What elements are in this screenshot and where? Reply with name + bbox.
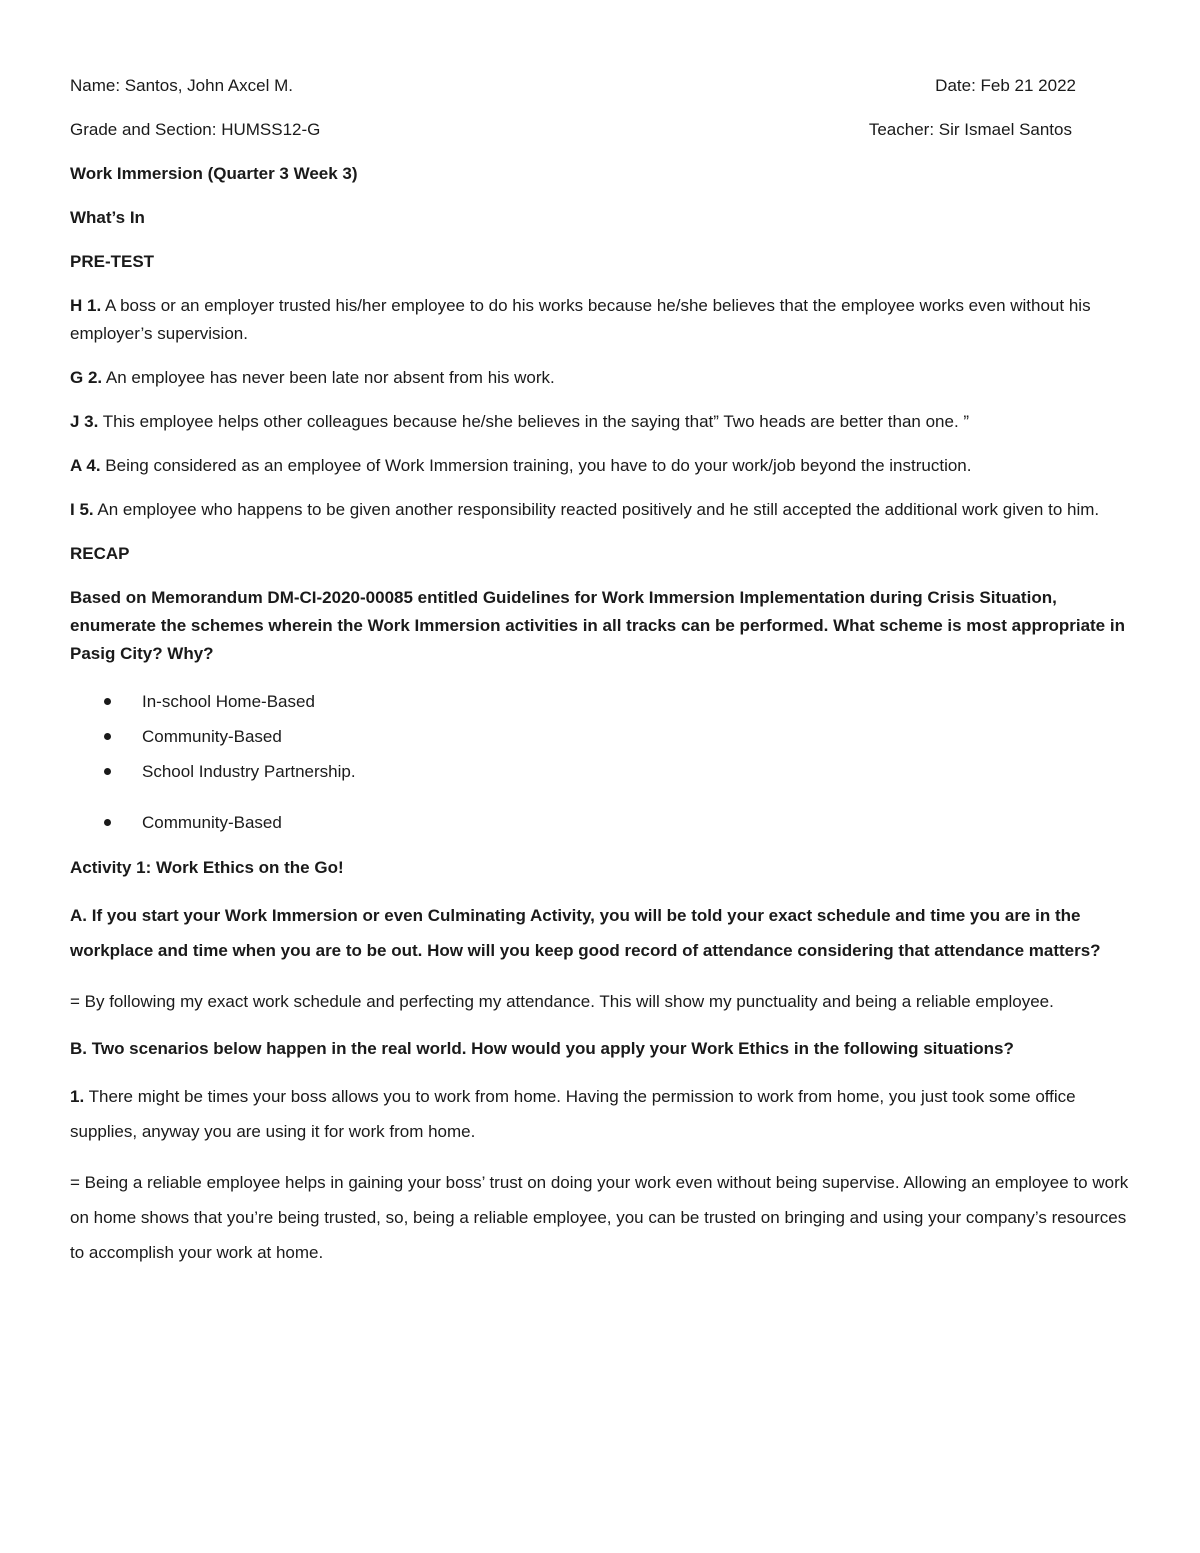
scheme-list bbox=[70, 684, 1132, 840]
recap-heading: RECAP bbox=[70, 544, 130, 563]
scheme-label: In-school Home-Based bbox=[142, 692, 315, 711]
whats-in-heading: What’s In bbox=[70, 208, 145, 227]
activity-a-question: A. If you start your Work Immersion or even Culminating Activity, you will be told your exact schedule and time you are in the workplace and time when you are to be out. How will you keep good record of attendance considering that attendance matters? bbox=[70, 906, 1101, 960]
pretest-item-text: An employee has never been late nor absent from his work. bbox=[102, 368, 555, 387]
list-item bbox=[70, 754, 1132, 789]
activity-heading: Activity 1: Work Ethics on the Go! bbox=[70, 858, 344, 877]
pretest-item-text: An employee who happens to be given another responsibility reacted positively and he still accepted the additional work given to him. bbox=[93, 500, 1100, 519]
list-item bbox=[70, 719, 1132, 754]
header-row-1 bbox=[70, 72, 1132, 100]
pretest-item-key: J 3. bbox=[70, 412, 99, 431]
bullet-icon bbox=[104, 768, 111, 775]
scheme-label: School Industry Partnership. bbox=[142, 762, 356, 781]
pretest-item bbox=[70, 496, 1132, 524]
list-item bbox=[70, 805, 1132, 840]
scheme-label: Community-Based bbox=[142, 813, 282, 832]
pretest-item-text: This employee helps other colleagues because he/she believes in the saying that” Two heads are better than one. ” bbox=[98, 412, 970, 431]
recap-question: Based on Memorandum DM-CI-2020-00085 entitled Guidelines for Work Immersion Implementation during Crisis Situation, enumerate the schemes wherein the Work Immersion activities in all tracks can be performed. What scheme is most appropriate in Pasig City? Why? bbox=[70, 588, 1125, 663]
teacher: Teacher: Sir Ismael Santos bbox=[868, 120, 1072, 139]
bullet-icon bbox=[104, 819, 111, 826]
pretest-item bbox=[70, 452, 1132, 480]
pretest-item-key: A 4. bbox=[70, 456, 101, 475]
activity-a-answer: = By following my exact work schedule and perfecting my attendance. This will show my punctuality and being a reliable employee. bbox=[70, 992, 1054, 1011]
header-row-2 bbox=[70, 116, 1132, 144]
pretest-item-key: H 1. bbox=[70, 296, 102, 315]
activity-b-question: B. Two scenarios below happen in the real world. How would you apply your Work Ethics in the following situations? bbox=[70, 1039, 1014, 1058]
grade-section: Grade and Section: HUMSS12-G bbox=[70, 120, 321, 139]
scenario-text: There might be times your boss allows you to work from home. Having the permission to work from home, you just took some office supplies, anyway you are using it for work from home. bbox=[70, 1087, 1076, 1141]
pretest-heading: PRE-TEST bbox=[70, 252, 155, 271]
document-title: Work Immersion (Quarter 3 Week 3) bbox=[70, 164, 358, 183]
pretest-item-key: G 2. bbox=[70, 368, 103, 387]
document-page bbox=[70, 72, 1132, 1286]
scheme-label: Community-Based bbox=[142, 727, 282, 746]
pretest-item bbox=[70, 292, 1132, 348]
activity-b1-answer: = Being a reliable employee helps in gaining your boss’ trust on doing your work even without being supervise. Allowing an employee to work on home shows that you’re being trusted, so, being a reliable employee, you can be trusted on bringing and using your company’s resources to accomplish your work at home. bbox=[70, 1173, 1129, 1262]
bullet-icon bbox=[104, 733, 111, 740]
pretest-item bbox=[70, 364, 1132, 392]
scenario-key: 1. bbox=[70, 1087, 85, 1106]
bullet-icon bbox=[104, 698, 111, 705]
pretest-item bbox=[70, 408, 1132, 436]
pretest-item-key: I 5. bbox=[70, 500, 94, 519]
list-item bbox=[70, 684, 1132, 719]
pretest-item-text: A boss or an employer trusted his/her employee to do his works because he/she believes that the employee works even without his employer’s supervision. bbox=[70, 296, 1091, 343]
pretest-item-text: Being considered as an employee of Work Immersion training, you have to do your work/job beyond the instruction. bbox=[100, 456, 972, 475]
student-name: Name: Santos, John Axcel M. bbox=[70, 76, 293, 95]
date: Date: Feb 21 2022 bbox=[935, 76, 1076, 95]
activity-b1-scenario bbox=[70, 1079, 1132, 1149]
